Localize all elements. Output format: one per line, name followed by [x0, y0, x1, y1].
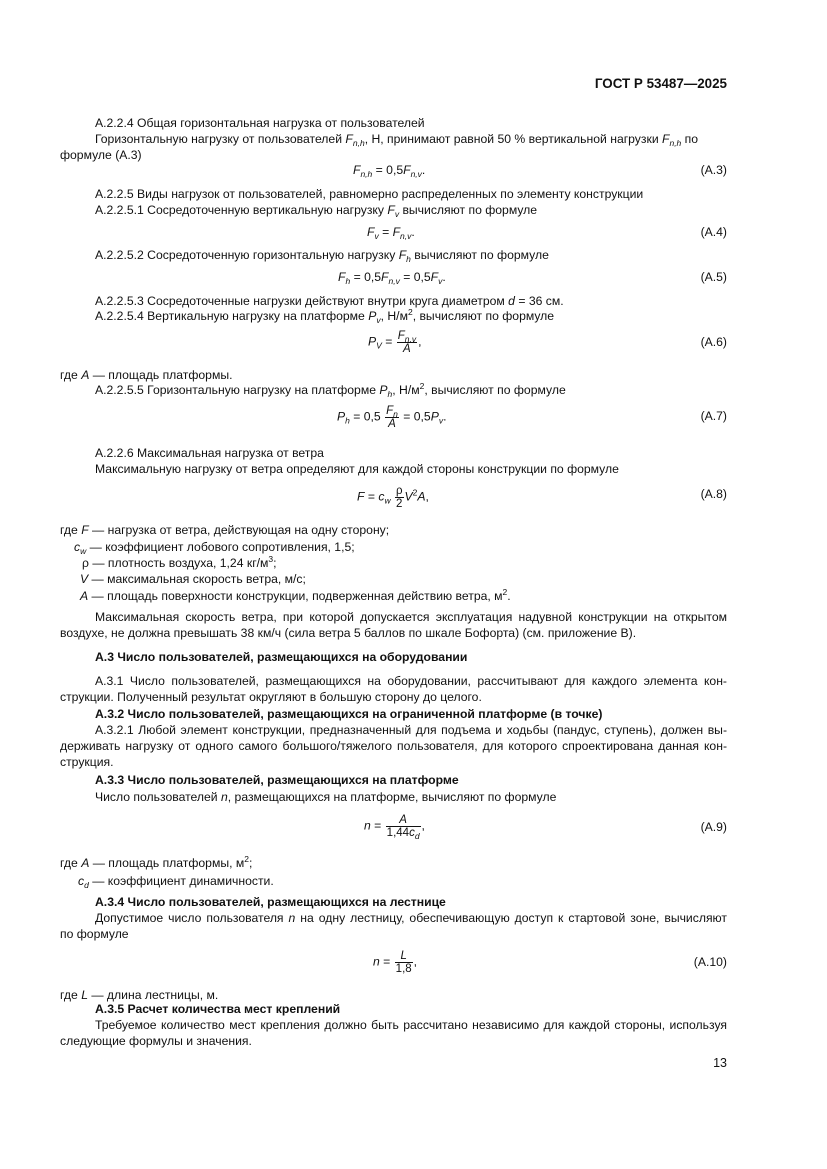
- equation-number-a6: (А.6): [700, 335, 727, 349]
- section-a33-text: Число пользователей n, размещающихся на платформе, вычисляют по формуле: [95, 790, 557, 804]
- section-a224-text-line2: формуле (А.3): [60, 148, 142, 162]
- equation-number-a4: (А.4): [700, 225, 727, 239]
- where-a8-item-f: где F — нагрузка от ветра, действующая на одну сторону;: [60, 523, 390, 537]
- section-a2253-text: А.2.2.5.3 Сосредоточенные нагрузки действуют внутри круга диаметром d = 36 см.: [95, 294, 564, 308]
- section-a226-title: А.2.2.6 Максимальная нагрузка от ветра: [95, 446, 324, 460]
- section-a2251-text: А.2.2.5.1 Сосредоточенную вертикальную нагрузку $F_v$ вычисляют по формуле: [95, 203, 538, 219]
- section-a35-line1: Требуемое количество мест крепления должно быть рассчитано независимо для каждой стороны, используя: [95, 1018, 727, 1032]
- section-a321-line2: держивать нагрузку от одного самого большого/тяжелого пользователя, для которого спроектирована данная кон-: [60, 739, 727, 753]
- section-a2254-text: А.2.2.5.4 Вертикальную нагрузку на платформе $P_v$, $Н/м^2$, вычисляют по формуле: [95, 307, 555, 325]
- section-a226-text: Максимальную нагрузку от ветра определяют для каждой стороны конструкции по формуле: [95, 462, 619, 476]
- where-a8-item-v: V — максимальная скорость ветра, м/с;: [80, 572, 306, 586]
- equation-number-a7: (А.7): [700, 409, 727, 423]
- where-a10: где L — длина лестницы, м.: [60, 988, 219, 1002]
- section-a34-line2: по формуле: [60, 927, 129, 941]
- equation-number-a8: (А.8): [700, 487, 727, 501]
- where-a6: где A — площадь платформы.: [60, 368, 233, 382]
- formula-a10: n = $\frac{L}{1,8}$ ,: [373, 950, 418, 975]
- formula-a3: $F_{n,h} = 0,5F_{n,v}$.: [353, 163, 426, 179]
- formula-a6: $P_V$ = $\frac{F_{n,v}}{A}$ ,: [368, 330, 422, 355]
- where-a8-item-a: A — площадь поверхности конструкции, подверженная действию ветра, $м^2$.: [80, 587, 511, 603]
- section-a321-line3: струкция.: [60, 755, 114, 769]
- equation-number-a3: (А.3): [700, 163, 727, 177]
- section-a321-line1: А.3.2.1 Любой элемент конструкции, предназначенный для подъема и ходьбы (пандус, ступень), должен вы-: [95, 723, 727, 737]
- formula-a8: $F = c_w$ $\frac{\rho}{2}$ $V^2A$,: [357, 485, 429, 510]
- where-a8-item-cw: $c_w$ — коэффициент лобового сопротивления, 1,5;: [74, 540, 355, 556]
- formula-a7: $P_h = 0,5$ $\frac{F_n}{A}$ = $0,5P_v$.: [337, 405, 447, 430]
- equation-number-a10: (А.10): [693, 955, 727, 969]
- formula-a4: $F_v = F_{n,v}$.: [367, 225, 415, 241]
- section-a31-line2: струкции. Полученный результат округляют в большую сторону до целого.: [60, 690, 482, 704]
- section-a224-text-line1: Горизонтальную нагрузку от пользователей $F_{n,h}$, Н, принимают равной 50 % вертикальной нагрузки $F_{n,h}$ по: [95, 132, 699, 148]
- where-a9-item-a: где A — площадь платформы, $м^2$;: [60, 854, 253, 870]
- section-a224-title: А.2.2.4 Общая горизонтальная нагрузка от пользователей: [95, 116, 425, 130]
- section-a35-line2: следующие формулы и значения.: [60, 1034, 252, 1048]
- document-code-header: ГОСТ Р 53487—2025: [594, 76, 727, 91]
- formula-a9: n = $\frac{A}{1,44c_d}$ ,: [364, 814, 425, 841]
- section-a35-title: А.3.5 Расчет количества мест креплений: [95, 1002, 341, 1016]
- equation-number-a9: (А.9): [700, 820, 727, 834]
- section-a34-title: А.3.4 Число пользователей, размещающихся на лестнице: [95, 895, 446, 909]
- section-a34-line1: Допустимое число пользователя n на одну лестницу, обеспечивающую доступ к стартовой зоне, вычисляют: [95, 911, 727, 925]
- section-a2252-text: А.2.2.5.2 Сосредоточенную горизонтальную нагрузку $F_h$ вычисляют по формуле: [95, 248, 549, 264]
- section-a3-title: А.3 Число пользователей, размещающихся на оборудовании: [95, 650, 468, 664]
- section-a2255-text: А.2.2.5.5 Горизонтальную нагрузку на платформе $P_h$, $Н/м^2$, вычисляют по формуле: [95, 381, 566, 399]
- page-number: 13: [713, 1056, 727, 1070]
- section-a31-line1: А.3.1 Число пользователей, размещающихся на оборудовании, рассчитывают для каждого элемента кон-: [95, 674, 727, 688]
- equation-number-a5: (А.5): [700, 270, 727, 284]
- where-a8-item-rho: ρ — плотность воздуха, 1,24 $кг/м^3$;: [82, 554, 277, 570]
- wind-paragraph-line2: воздухе, не должна превышать 38 км/ч (сила ветра 5 баллов по шкале Бофорта) (см. приложение В).: [60, 626, 637, 640]
- section-a225-title: А.2.2.5 Виды нагрузок от пользователей, равномерно распределенных по элементу конструкции: [95, 187, 644, 201]
- formula-a5: $F_h = 0,5F_{n,v} = 0,5F_v$.: [338, 270, 446, 286]
- where-a9-item-cd: $c_d$ — коэффициент динамичности.: [78, 874, 274, 890]
- wind-paragraph-line1: Максимальная скорость ветра, при которой допускается эксплуатация надувной конструкции на открытом: [95, 610, 727, 624]
- section-a33-title: А.3.3 Число пользователей, размещающихся на платформе: [95, 773, 459, 787]
- section-a32-title: А.3.2 Число пользователей, размещающихся на ограниченной платформе (в точке): [95, 707, 603, 721]
